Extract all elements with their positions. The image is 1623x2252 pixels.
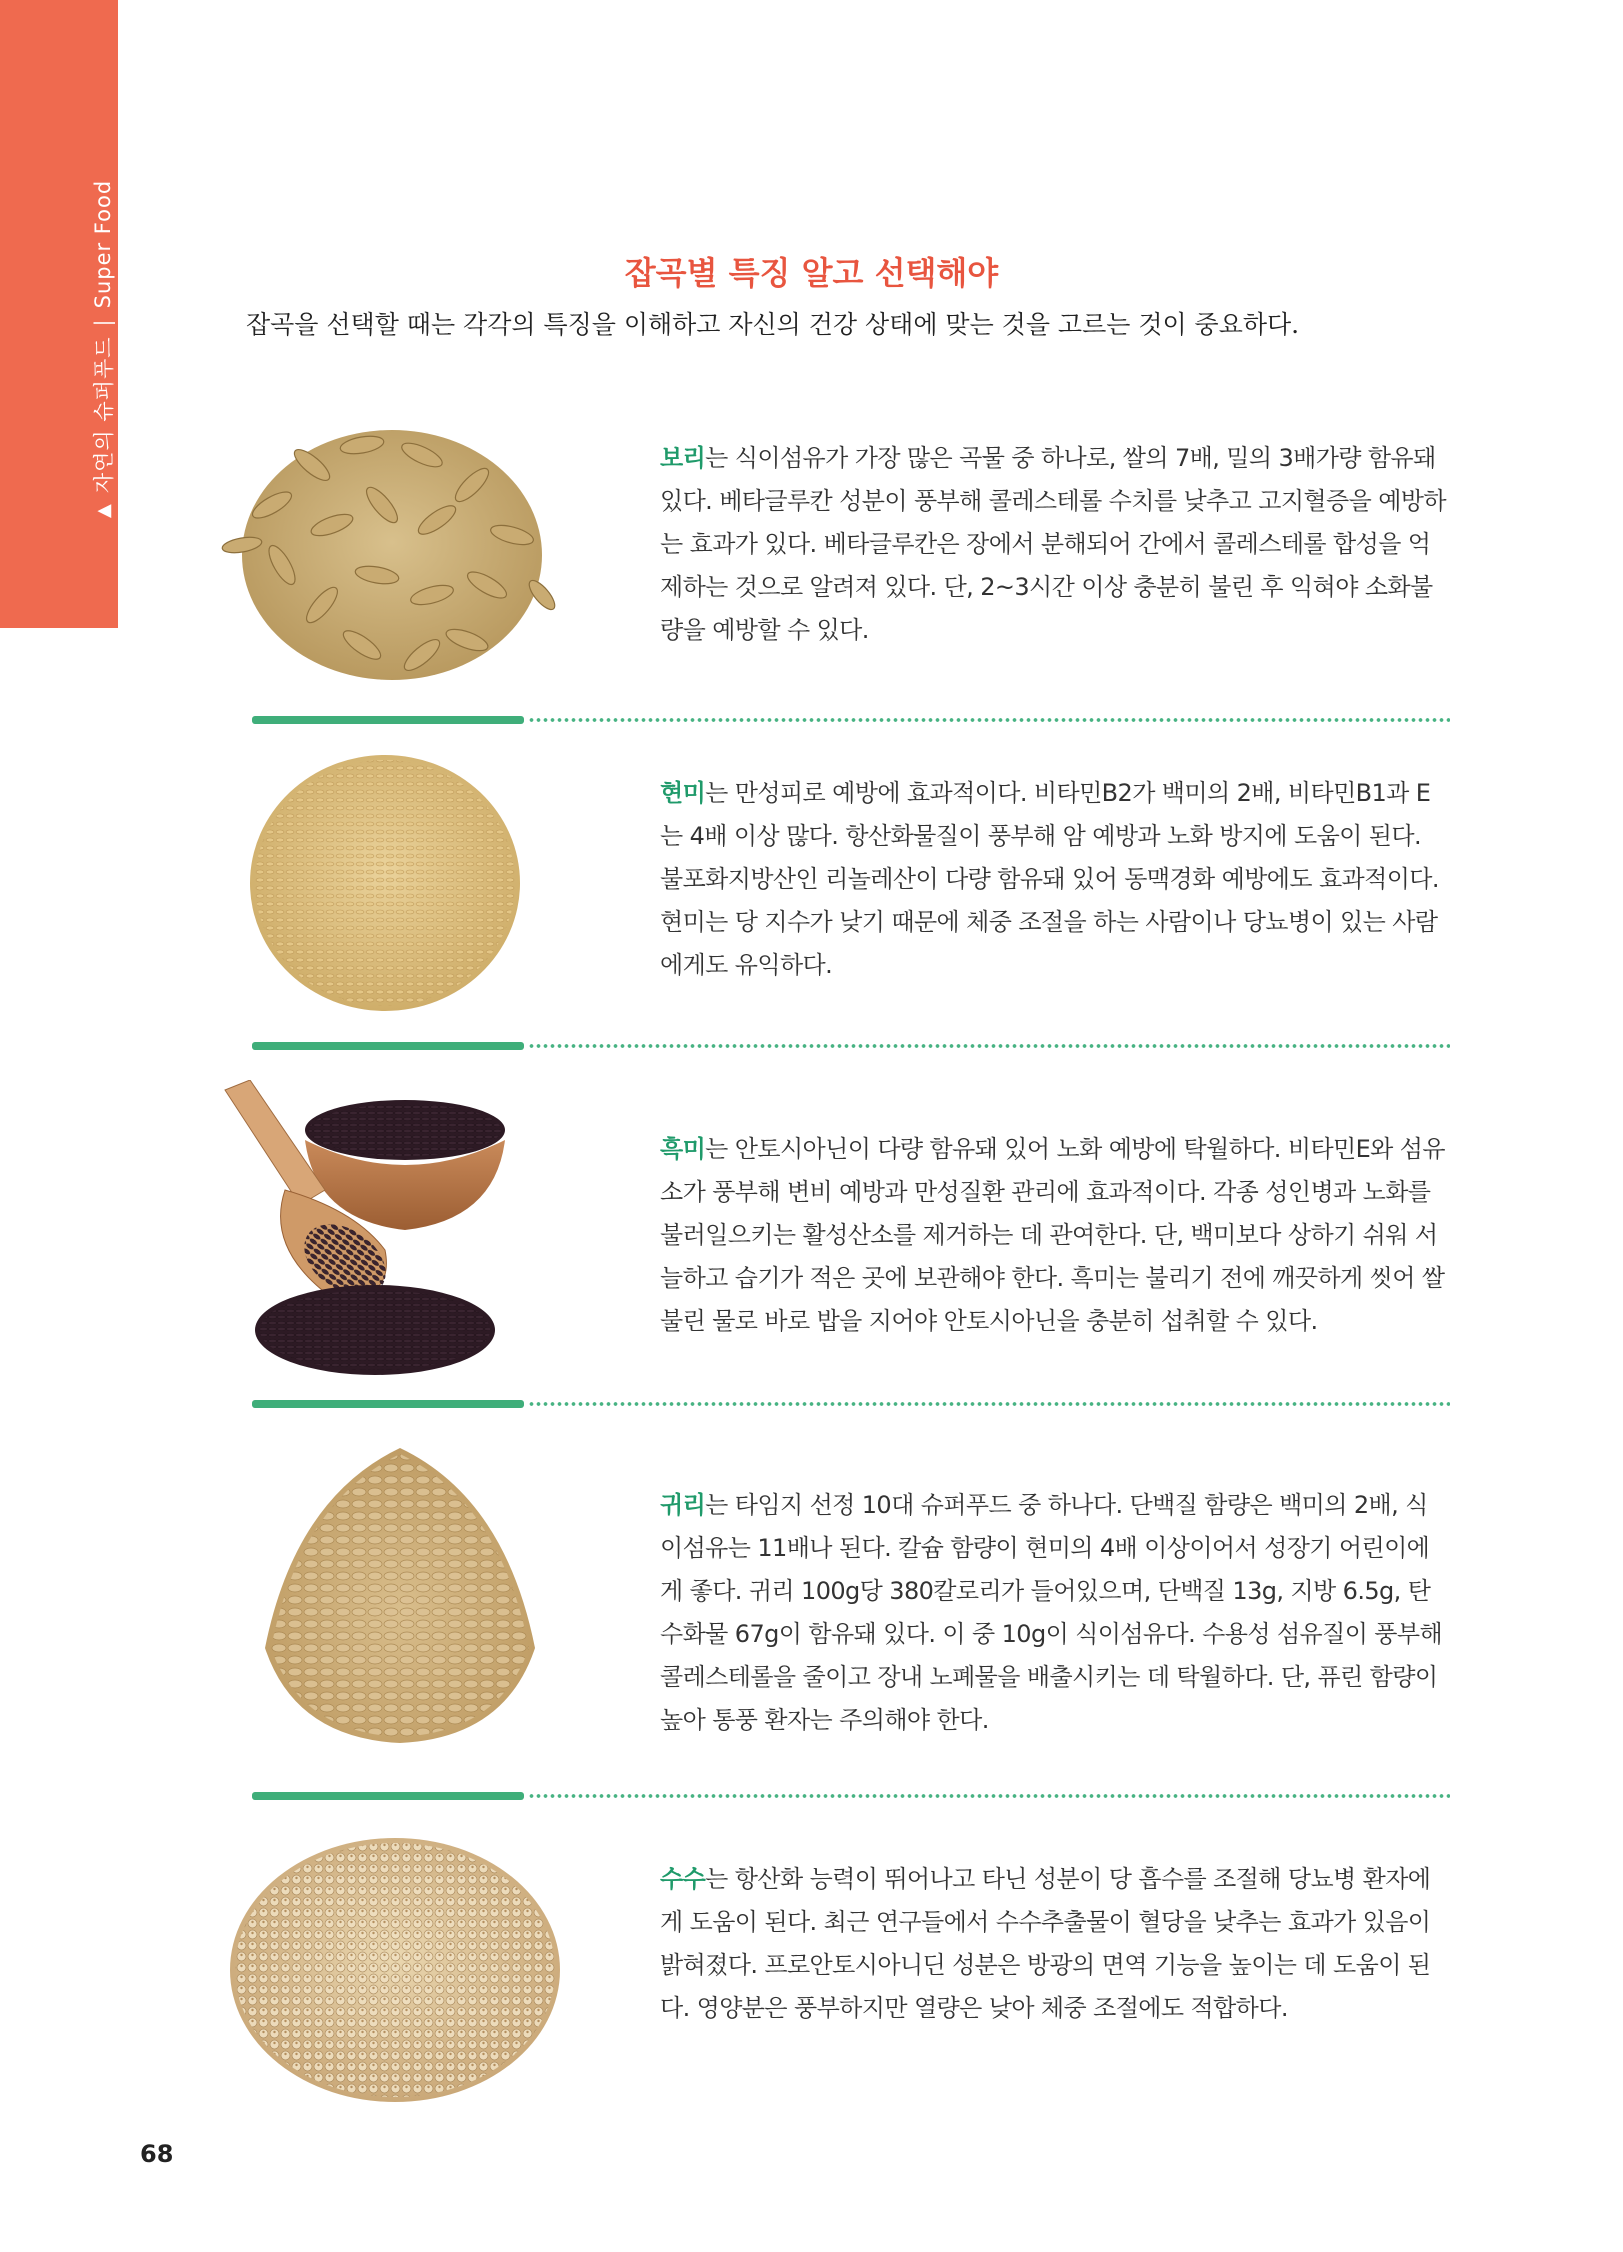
section-divider bbox=[252, 1042, 1450, 1050]
grain-name: 현미 bbox=[660, 779, 706, 807]
grain-description bbox=[660, 1858, 1450, 2030]
grain-text: 는 만성피로 예방에 효과적이다. 비타민B2가 백미의 2배, 비타민B1과 E는 4배 이상 많다. 항산화물질이 풍부해 암 예방과 노화 방지에 도움이 된다. 불포화지방산인 리놀레산이 다량 함유돼 있어 동맥경화 예방에도 효과적이다. 현미는 당 지수가 낮기 때문에 체중 조절을 하는 사람이나 당뇨병이 있는 사람에게도 유익하다. bbox=[660, 779, 1439, 979]
grain-name: 흑미 bbox=[660, 1135, 706, 1163]
grain-description bbox=[660, 437, 1450, 652]
page-heading: 잡곡별 특징 알고 선택해야 bbox=[624, 254, 999, 292]
section-divider bbox=[252, 716, 1450, 724]
brown-rice-image bbox=[245, 748, 525, 1018]
grain-name: 귀리 bbox=[660, 1491, 706, 1519]
section-divider bbox=[252, 1792, 1450, 1800]
grain-text: 는 식이섬유가 가장 많은 곡물 중 하나로, 쌀의 7배, 밀의 3배가량 함유돼 있다. 베타글루칸 성분이 풍부해 콜레스테롤 수치를 낮추고 고지혈증을 예방하는 효과가 있다. 베타글루칸은 장에서 분해되어 간에서 콜레스테롤 합성을 억제하는 것으로 알려져 있다. 단, 2~3시간 이상 충분히 불린 후 익혀야 소화불량을 예방할 수 있다. bbox=[660, 444, 1446, 644]
side-tab-label-en: Super Food bbox=[91, 179, 115, 309]
page-number: 68 bbox=[140, 2140, 174, 2168]
side-tab-separator: | bbox=[91, 318, 115, 327]
section-divider bbox=[252, 1400, 1450, 1408]
grain-name: 보리 bbox=[660, 444, 706, 472]
side-tab bbox=[0, 0, 118, 628]
mountain-icon: ▲ bbox=[92, 503, 114, 518]
grain-text: 는 안토시아닌이 다량 함유돼 있어 노화 예방에 탁월하다. 비타민E와 섬유소가 풍부해 변비 예방과 만성질환 관리에 효과적이다. 각종 성인병과 노화를 불러일으키는 활성산소를 제거하는 데 관여한다. 단, 백미보다 상하기 쉬워 서늘하고 습기가 적은 곳에 보관해야 한다. 흑미는 불리기 전에 깨끗하게 씻어 쌀 불린 물로 바로 밥을 지어야 안토시아닌을 충분히 섭취할 수 있다. bbox=[660, 1135, 1445, 1335]
grain-description bbox=[660, 772, 1450, 987]
side-tab-text bbox=[88, 180, 118, 518]
black-rice-bowl-image bbox=[205, 1080, 535, 1400]
barley-grains-image bbox=[212, 395, 562, 715]
grain-text: 는 항산화 능력이 뛰어나고 타닌 성분이 당 흡수를 조절해 당뇨병 환자에게 도움이 된다. 최근 연구들에서 수수추출물이 혈당을 낮추는 효과가 있음이 밝혀졌다. 프로안토시아니딘 성분은 방광의 면역 기능을 높이는 데 도움이 된다. 영양분은 풍부하지만 열량은 낮아 체중 조절에도 적합하다. bbox=[660, 1865, 1431, 2022]
side-tab-label: 자연의 슈퍼푸드 bbox=[92, 336, 116, 494]
grain-name: 수수 bbox=[660, 1865, 706, 1893]
grain-text: 는 타임지 선정 10대 슈퍼푸드 중 하나다. 단백질 함량은 백미의 2배, 식이섬유는 11배나 된다. 칼슘 함량이 현미의 4배 이상이어서 성장기 어린이에게 좋다. 귀리 100g당 380칼로리가 들어있으며, 단백질 13g, 지방 6.5g, 탄수화물 67g이 함유돼 있다. 이 중 10g이 식이섬유다. 수용성 섬유질이 풍부해 콜레스테롤을 줄이고 장내 노폐물을 배출시키는 데 탁월하다. 단, 퓨린 함량이 높아 통풍 환자는 주의해야 한다. bbox=[660, 1491, 1443, 1734]
grain-description bbox=[660, 1484, 1450, 1742]
grain-description bbox=[660, 1128, 1450, 1343]
oats-image bbox=[255, 1438, 545, 1748]
intro-text: 잡곡을 선택할 때는 각각의 특징을 이해하고 자신의 건강 상태에 맞는 것을 고르는 것이 중요하다. bbox=[246, 310, 1300, 339]
sorghum-image bbox=[225, 1830, 565, 2110]
